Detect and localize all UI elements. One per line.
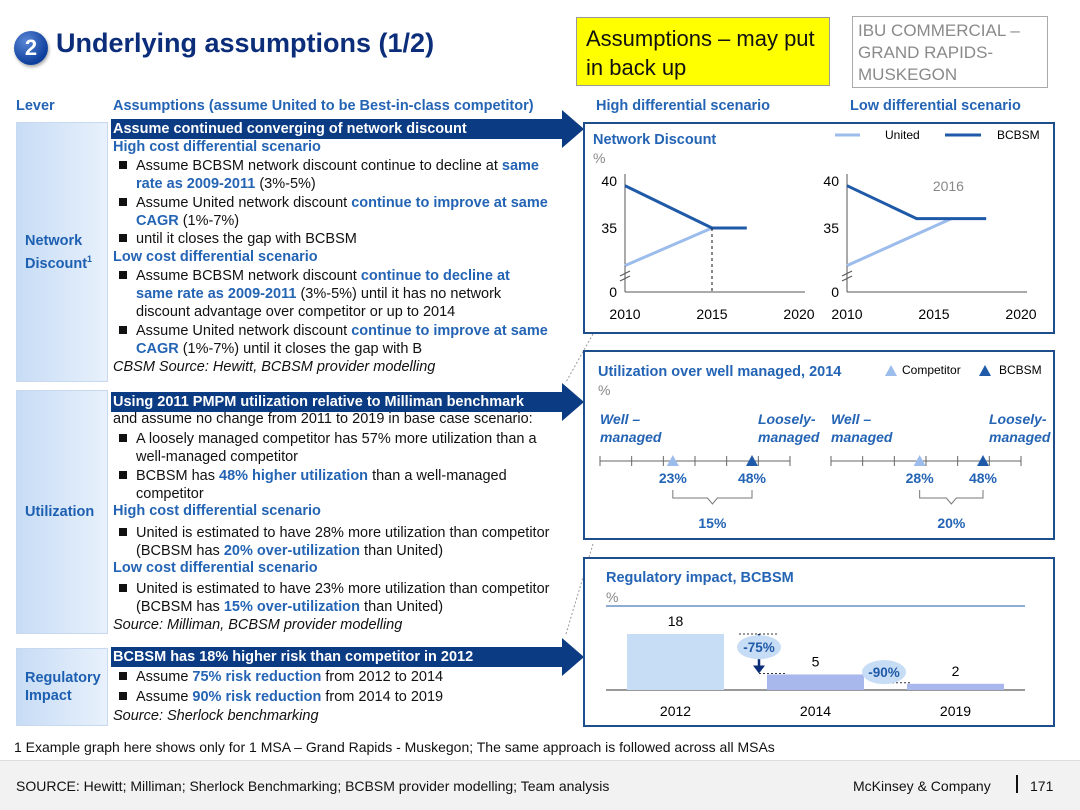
text: BCBSM has	[136, 468, 219, 484]
gap-bracket	[920, 490, 983, 504]
legend-marker-bcbsm	[979, 365, 991, 376]
reduction-arrowhead	[753, 665, 765, 673]
bar-2012	[627, 634, 724, 690]
highlight: 90% risk reduction	[192, 689, 322, 705]
utilization-assumption-bar: Using 2011 PMPM utilization relative to Milliman benchmark	[111, 392, 563, 412]
lever-regulatory-impact	[16, 648, 108, 726]
bcbsm-value: 48%	[968, 470, 998, 486]
network-discount-chart	[585, 124, 1055, 334]
utilization-panel	[583, 350, 1055, 540]
x-tick-label: 2015	[918, 306, 950, 322]
end-label-well: Well –	[831, 411, 872, 427]
utilization-source: Source: Milliman, BCBSM provider modelling	[113, 617, 403, 633]
x-tick-label: 2010	[609, 306, 641, 322]
bullet	[119, 194, 549, 230]
unit-label-line: MUSKEGON	[858, 65, 958, 84]
utilization-low-title: Low cost differential scenario	[113, 560, 318, 576]
x-tick-label: 2015	[696, 306, 728, 322]
reduction-label: -90%	[868, 665, 900, 681]
bullet	[119, 322, 549, 358]
col-header-assumptions: Assumptions (assume United to be Best-in-class competitor)	[113, 98, 534, 114]
text: from 2012 to 2014	[321, 669, 444, 685]
y-tick-label: 40	[823, 173, 839, 189]
text: Assume United network discount	[136, 195, 352, 211]
gap-value: 20%	[937, 515, 966, 531]
x-tick-label: 2019	[939, 703, 972, 719]
end-label-loose: managed	[989, 429, 1051, 445]
reduction-label: -75%	[743, 640, 775, 656]
annotation-label: 2016	[932, 178, 964, 194]
bullet	[119, 467, 539, 503]
footnote: 1 Example graph here shows only for 1 MSA – Grand Rapids - Muskegon; The same approach is followed across all MSAs	[14, 739, 775, 755]
y-tick-label: 40	[601, 173, 617, 189]
regulatory-panel	[583, 557, 1055, 727]
x-tick-label: 2020	[783, 306, 815, 322]
end-label-loose: managed	[758, 429, 820, 445]
lever-label: Regulatory Impact	[25, 670, 101, 704]
chart-title: Regulatory impact, BCBSM	[606, 570, 794, 586]
bar-value-label: 5	[811, 653, 820, 670]
competitor-value: 23%	[658, 470, 687, 486]
utilization-high-title: High cost differential scenario	[113, 503, 321, 519]
chart-title: Network Discount	[593, 132, 717, 148]
bullet	[119, 668, 569, 686]
chart-unit: %	[593, 150, 606, 166]
utilization-intro: and assume no change from 2011 to 2019 in base case scenario:	[113, 411, 533, 427]
x-tick-label: 2020	[1005, 306, 1037, 322]
text: United is estimated to have 28% more utilization than competitor (BCBSM has	[136, 525, 550, 559]
bullet	[119, 267, 549, 321]
text: (1%-7%) until it closes the gap with B	[178, 341, 423, 357]
arrow-icon	[562, 110, 584, 148]
bcbsm-value: 48%	[737, 470, 767, 486]
series-line-united	[625, 228, 712, 266]
footer-divider	[1016, 775, 1018, 793]
highlight: 75% risk reduction	[192, 669, 322, 685]
highlight: 20% over-utilization	[223, 543, 361, 559]
utilization-chart	[585, 352, 1055, 540]
page-number: 171	[1030, 778, 1054, 794]
network-discount-panel	[583, 122, 1055, 334]
bar-2014	[767, 674, 864, 690]
text: Assume	[136, 689, 193, 705]
regulatory-assumption-bar: BCBSM has 18% higher risk than competitor in 2012	[111, 647, 563, 667]
bar-value-label: 2	[951, 662, 960, 679]
chart-unit: %	[598, 382, 611, 398]
footnote-marker: 1	[87, 253, 93, 264]
bullet	[119, 524, 559, 560]
series-line-bcbsm	[847, 186, 986, 219]
y-tick-label: 35	[823, 220, 839, 236]
col-header-high: High differential scenario	[596, 98, 771, 114]
company-name: McKinsey & Company	[853, 778, 991, 794]
text: Assume BCBSM network discount	[136, 268, 361, 284]
x-tick-label: 2014	[799, 703, 832, 719]
legend-label-competitor: Competitor	[902, 363, 961, 377]
unit-label-line: GRAND RAPIDS-	[858, 43, 994, 62]
end-label-well: managed	[831, 429, 893, 445]
end-label-well: Well –	[600, 411, 641, 427]
highlight: continue to decline at same rate as 2009-2011	[136, 268, 510, 302]
end-label-loose: Loosely-	[989, 411, 1047, 427]
highlight: 15% over-utilization	[223, 599, 361, 615]
unit-label-line: IBU COMMERCIAL –	[858, 21, 1020, 40]
bar-value-label: 18	[667, 613, 684, 629]
regulatory-chart	[585, 559, 1055, 727]
legend-label-bcbsm: BCBSM	[999, 363, 1042, 377]
bar-2019	[907, 684, 1004, 690]
network-assumption-bar: Assume continued converging of network discount	[111, 119, 563, 139]
regulatory-source: Source: Sherlock benchmarking	[113, 708, 319, 724]
highlight: same rate as 2009-2011	[136, 158, 539, 192]
lever-network-discount	[16, 122, 108, 382]
x-tick-label: 2012	[659, 703, 692, 719]
highlight: continue to improve at same CAGR	[136, 195, 548, 229]
lever-utilization	[16, 390, 108, 634]
series-line-bcbsm	[625, 186, 747, 228]
legend-label-united: United	[885, 128, 920, 142]
chart-title: Utilization over well managed, 2014	[598, 364, 842, 380]
legend-label-bcbsm: BCBSM	[997, 128, 1040, 142]
highlight: continue to improve at same CAGR	[136, 323, 548, 357]
x-tick-label: 2010	[831, 306, 863, 322]
highlight: 48% higher utilization	[219, 468, 369, 484]
lever-label: Utilization	[25, 504, 95, 520]
bullet: A loosely managed competitor has 57% more utilization than a well-managed competitor	[119, 430, 569, 466]
network-high-title: High cost differential scenario	[113, 139, 321, 155]
lever-label: Network Discount	[25, 232, 88, 272]
text: (3%-5%)	[255, 176, 316, 192]
y-tick-label: 35	[601, 220, 617, 236]
bullet	[119, 688, 569, 706]
section-badge: 2	[14, 31, 48, 65]
text: from 2014 to 2019	[321, 689, 444, 705]
text: United is estimated to have 23% more utilization than competitor (BCBSM has	[136, 581, 550, 615]
end-label-loose: Loosely-	[758, 411, 816, 427]
bullet: until it closes the gap with BCBSM	[119, 230, 569, 248]
legend-marker-competitor	[885, 365, 897, 376]
page-title: Underlying assumptions (1/2)	[56, 28, 435, 58]
col-header-low: Low differential scenario	[850, 98, 1021, 114]
y-tick-label: 0	[609, 284, 617, 300]
col-header-lever: Lever	[16, 98, 55, 114]
backup-note: Assumptions – may put in back up	[576, 17, 830, 86]
text: Assume BCBSM network discount continue to decline at	[136, 158, 502, 174]
y-tick-label: 0	[831, 284, 839, 300]
end-label-well: managed	[600, 429, 662, 445]
series-line-united	[847, 219, 951, 266]
gap-value: 15%	[698, 515, 727, 531]
chart-unit: %	[606, 589, 619, 605]
text: (3%-5%) until it has no network discount advantage over competitor or up to 2014	[136, 286, 502, 320]
text: than United)	[360, 543, 444, 559]
bullet	[119, 580, 559, 616]
gap-bracket	[673, 490, 752, 504]
text: than United)	[360, 599, 444, 615]
text: Assume	[136, 669, 193, 685]
source-line: SOURCE: Hewitt; Milliman; Sherlock Benchmarking; BCBSM provider modelling; Team analysis	[16, 778, 610, 794]
text: (1%-7%)	[178, 213, 240, 229]
text: than a well-managed competitor	[136, 468, 507, 502]
unit-label	[852, 16, 1048, 88]
competitor-value: 28%	[905, 470, 934, 486]
network-source: CBSM Source: Hewitt, BCBSM provider modelling	[113, 359, 436, 375]
text: Assume United network discount	[136, 323, 352, 339]
bullet	[119, 157, 569, 193]
network-low-title: Low cost differential scenario	[113, 249, 318, 265]
